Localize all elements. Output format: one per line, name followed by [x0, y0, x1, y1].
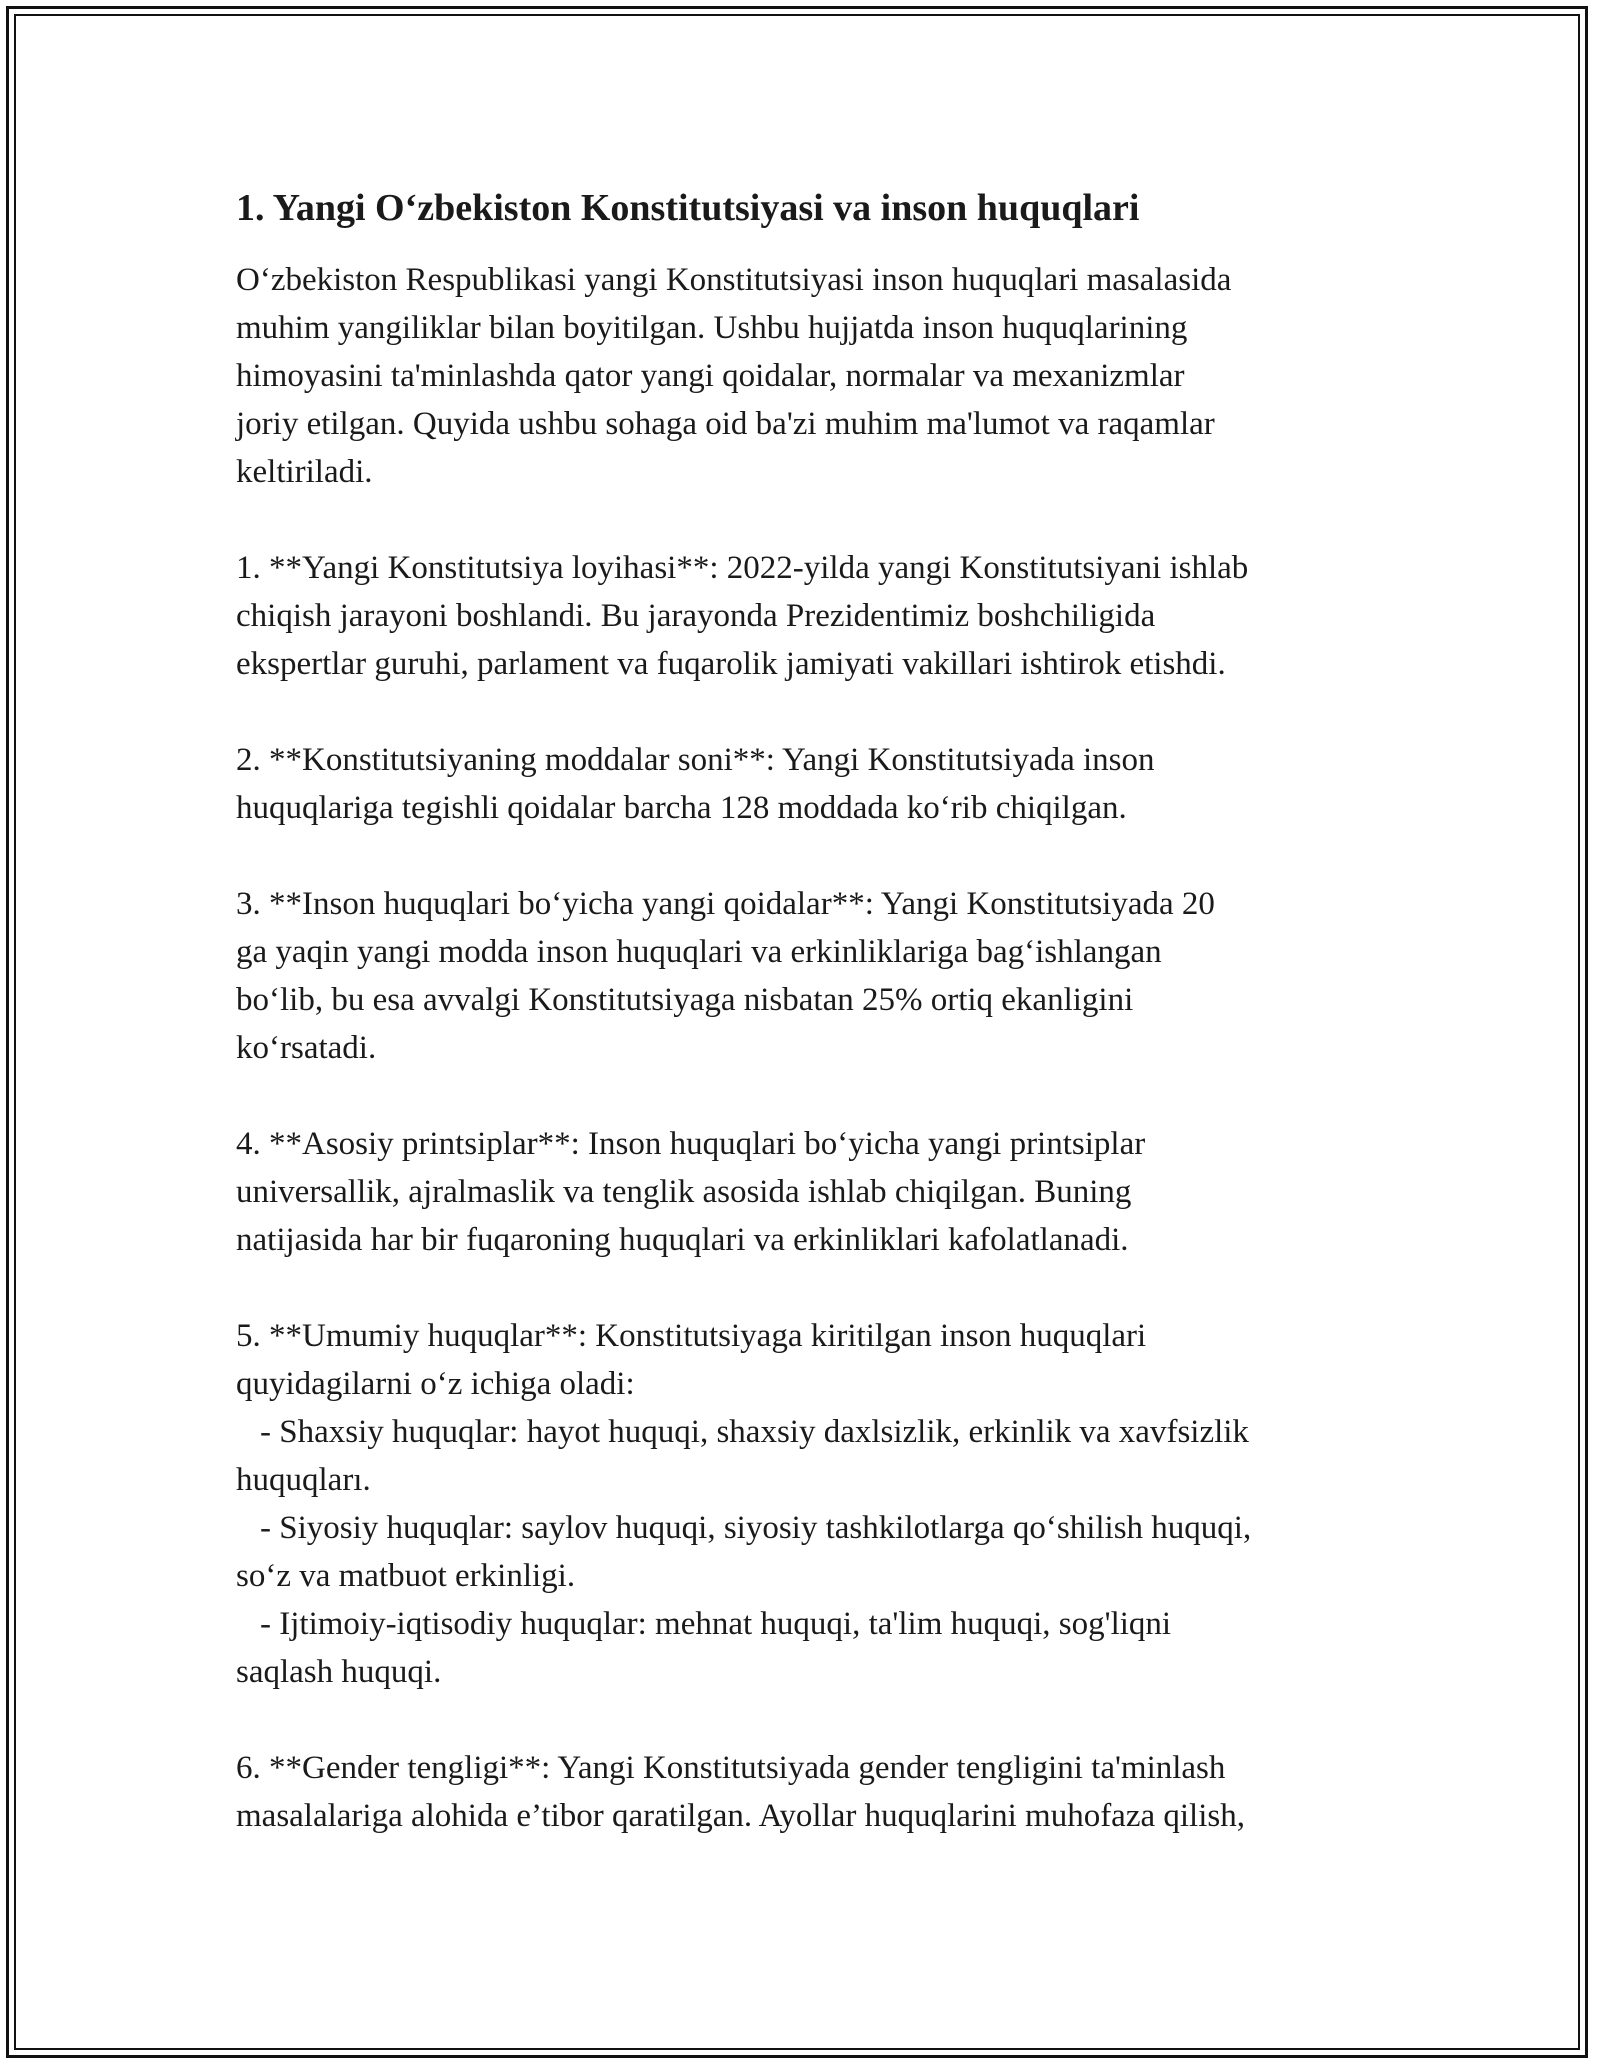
text-line: 4. **Asosiy printsiplar**: Inson huquqlari bo‘yicha yangi printsiplar: [236, 1126, 1146, 1162]
sub-list-line: - Shaxsiy huquqlar: hayot huquqi, shaxsiy daxlsizlik, erkinlik va xavfsizlik: [260, 1414, 1249, 1450]
text-line: ekspertlar guruhi, parlament va fuqarolik jamiyati vakillari ishtirok etishdi.: [236, 646, 1226, 682]
text-line: keltiriladi.: [236, 454, 373, 490]
text-line: 5. **Umumiy huquqlar**: Konstitutsiyaga kiritilgan inson huquqlari: [236, 1318, 1147, 1354]
text-line: ko‘rsatadi.: [236, 1030, 377, 1066]
text-line: so‘z va matbuot erkinligi.: [236, 1558, 576, 1594]
text-line: bo‘lib, bu esa avvalgi Konstitutsiyaga nisbatan 25% ortiq ekanligini: [236, 982, 1134, 1018]
list-item-5: [236, 1312, 1376, 1696]
text-line: joriy etilgan. Quyida ushbu sohaga oid ba'zi muhim ma'lumot va raqamlar: [236, 406, 1215, 442]
text-line: 3. **Inson huquqlari bo‘yicha yangi qoidalar**: Yangi Konstitutsiyada 20: [236, 886, 1215, 922]
document-title: 1. Yangi O‘zbekiston Konstitutsiyasi va inson huquqlari: [236, 187, 1140, 229]
text-line: 2. **Konstitutsiyaning moddalar soni**: Yangi Konstitutsiyada inson: [236, 742, 1155, 778]
list-item-3: [236, 880, 1376, 1072]
text-line: himoyasini ta'minlashda qator yangi qoidalar, normalar va mexanizmlar: [236, 358, 1185, 394]
intro-paragraph: [236, 256, 1376, 496]
list-item-1: [236, 544, 1376, 688]
list-item-4: [236, 1120, 1376, 1264]
text-line: universallik, ajralmaslik va tenglik asosida ishlab chiqilgan. Buning: [236, 1174, 1132, 1210]
text-line: quyidagilarni o‘z ichiga oladi:: [236, 1366, 635, 1402]
list-item-2: [236, 736, 1376, 832]
text-line: saqlash huquqi.: [236, 1654, 442, 1690]
text-line: muhim yangiliklar bilan boyitilgan. Ushbu hujjatda inson huquqlarining: [236, 310, 1188, 346]
text-line: huquqları.: [236, 1462, 371, 1498]
list-item-6: [236, 1744, 1376, 1840]
sub-list-line: - Siyosiy huquqlar: saylov huquqi, siyosiy tashkilotlarga qo‘shilish huquqi,: [260, 1510, 1252, 1546]
text-line: 1. **Yangi Konstitutsiya loyihasi**: 2022-yilda yangi Konstitutsiyani ishlab: [236, 550, 1249, 586]
text-line: masalalariga alohida e’tibor qaratilgan. Ayollar huquqlarini muhofaza qilish,: [236, 1798, 1245, 1834]
text-line: chiqish jarayoni boshlandi. Bu jarayonda Prezidentimiz boshchiligida: [236, 598, 1156, 634]
text-line: huquqlariga tegishli qoidalar barcha 128 moddada ko‘rib chiqilgan.: [236, 790, 1127, 826]
text-line: O‘zbekiston Respublikasi yangi Konstitutsiyasi inson huquqlari masalasida: [236, 262, 1232, 298]
sub-list-line: - Ijtimoiy-iqtisodiy huquqlar: mehnat huquqi, ta'lim huquqi, sog'liqni: [260, 1606, 1172, 1642]
document-body: [236, 184, 1376, 1888]
text-line: 6. **Gender tengligi**: Yangi Konstitutsiyada gender tengligini ta'minlash: [236, 1750, 1226, 1786]
text-line: ga yaqin yangi modda inson huquqlari va erkinliklariga bag‘ishlangan: [236, 934, 1162, 970]
text-line: natijasida har bir fuqaroning huquqlari va erkinliklari kafolatlanadi.: [236, 1222, 1129, 1258]
